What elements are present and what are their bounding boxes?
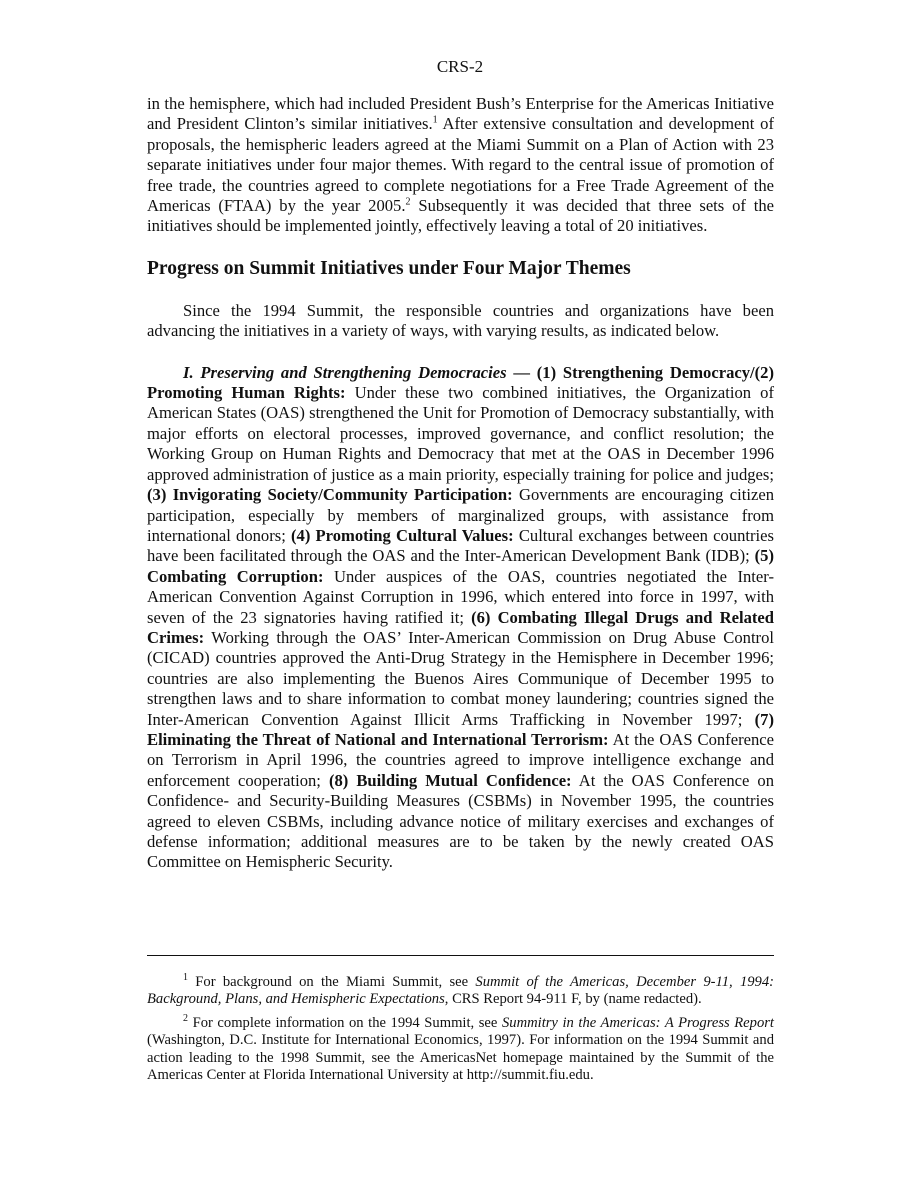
initiative-8-label: (8) Building Mutual Confidence: [328, 770, 572, 790]
initiative-3-label: (3) Invigorating Society/Community Participation: [147, 485, 513, 505]
initiative-5-label: (5) Combating Corruption: [147, 546, 774, 586]
footnote-1-title: Summit of the Americas, December 9-11, 1994: Background, Plans, and Hemispheric Expectations [147, 974, 774, 1008]
progress-intro-paragraph: Since the 1994 Summit, the responsible countries and organizations have been advancing the initiatives in a variety of ways, with varying results, as indicated below. [147, 300, 774, 341]
initiative-4-label: (4) Promoting Cultural Values: [291, 525, 514, 545]
body-text [147, 94, 774, 873]
footnote-1: $^1$ For background on the Miami Summit, see Summit of the Americas, December 9-11, 1994: Background, Plans, and Hemispheric Expectations, CRS Report 94-911 F, by (name redacted). [147, 972, 774, 1008]
initiative-7-label: (7) Eliminating the Threat of National and International Terrorism: [147, 709, 774, 749]
footnote-ref-2[interactable]: 2 [405, 196, 411, 208]
democracy-theme-paragraph: I. Preserving and Strengthening Democracies — (1) Strengthening Democracy/(2) Promoting Human Rights: Under these two combined initiatives, the Organization of American States (OAS) strengthened the Unit for Promotion of Democracy substantially, with major efforts on electoral processes, improved governance, and conflict resolution; the Working Group on Human Rights and Democracy that met at the OAS in December 1996 approved administration of justice as a main priority, especially training for police and judges; (3) Invigorating Society/Community Participation: Governments are encouraging citizen participation, especially by members of marginalized groups, with assistance from international donors; (4) Promoting Cultural Values: Cultural exchanges between countries have been facilitated through the OAS and the Inter-American Development Bank (IDB); (5) Combating Corruption: Under auspices of the OAS, countries negotiated the Inter-American Convention Against Corruption in 1996, which entered into force in 1997, with seven of the 23 signatories having ratified it; (6) Combating Illegal Drugs and Related Crimes: Working through the OAS’ Inter-American Commission on Drug Abuse Control (CICAD) countries approved the Anti-Drug Strategy in the Hemisphere in December 1996; countries are also implementing the Buenos Aires Communique of December 1995 to strengthen laws and to share information to combat money laundering; countries signed the Inter-American Convention Against Illicit Arms Trafficking in November 1997; (7) Eliminating the Threat of National and International Terrorism: At the OAS Conference on Terrorism in April 1996, the countries agreed to improve intelligence exchange and enforcement cooperation; (8) Building Mutual Confidence: At the OAS Conference on Confidence- and Security-Building Measures (CSBMs) in November 1995, the countries agreed to eleven CSBMs, including advance notice of military exercises and exchanges of defense information; additional measures are to be taken by the newly created OAS Committee on Hemispheric Security. [147, 362, 775, 872]
footnotes [147, 974, 774, 1084]
theme-title: I. Preserving and Strengthening Democracies [183, 362, 507, 382]
section-heading: Progress on Summit Initiatives under Four Major Themes [147, 257, 631, 279]
footnote-2-title: Summitry in the Americas: A Progress Report [501, 1014, 774, 1031]
page-number: CRS-2 [436, 57, 484, 76]
intro-paragraph: in the hemisphere, which had included President Bush’s Enterprise for the Americas Initiative and President Clinton’s similar initiatives.$^1$ After extensive consultation and development of proposals, the hemispheric leaders agreed at the Miami Summit on a Plan of Action with 23 separate initiatives under four major themes. With regard to the central issue of promotion of free trade, the countries agreed to complete negotiations for a Free Trade Agreement of the Americas (FTAA) by the year 2005.$^2$ Subsequently it was decided that three sets of the initiatives should be implemented jointly, effectively leaving a total of 20 initiatives. [147, 94, 774, 236]
initiative-6-label: (6) Combating Illegal Drugs and Related Crimes: [147, 607, 774, 647]
footnote-divider [147, 955, 774, 956]
footnote-ref-1[interactable]: 1 [432, 114, 438, 126]
initiative-1-2-label: (1) Strengthening Democracy/(2) Promoting Human Rights: [147, 362, 774, 403]
footnote-2: $^2$ For complete information on the 1994 Summit, see Summitry in the Americas: A Progress Report (Washington, D.C. Institute for International Economics, 1997). For information on the 1994 Summit and action leading to the 1998 Summit, see the AmericasNet homepage maintained by the Summit of the Americas Center at Florida International University at http://summit.fiu.edu. [147, 1012, 774, 1084]
